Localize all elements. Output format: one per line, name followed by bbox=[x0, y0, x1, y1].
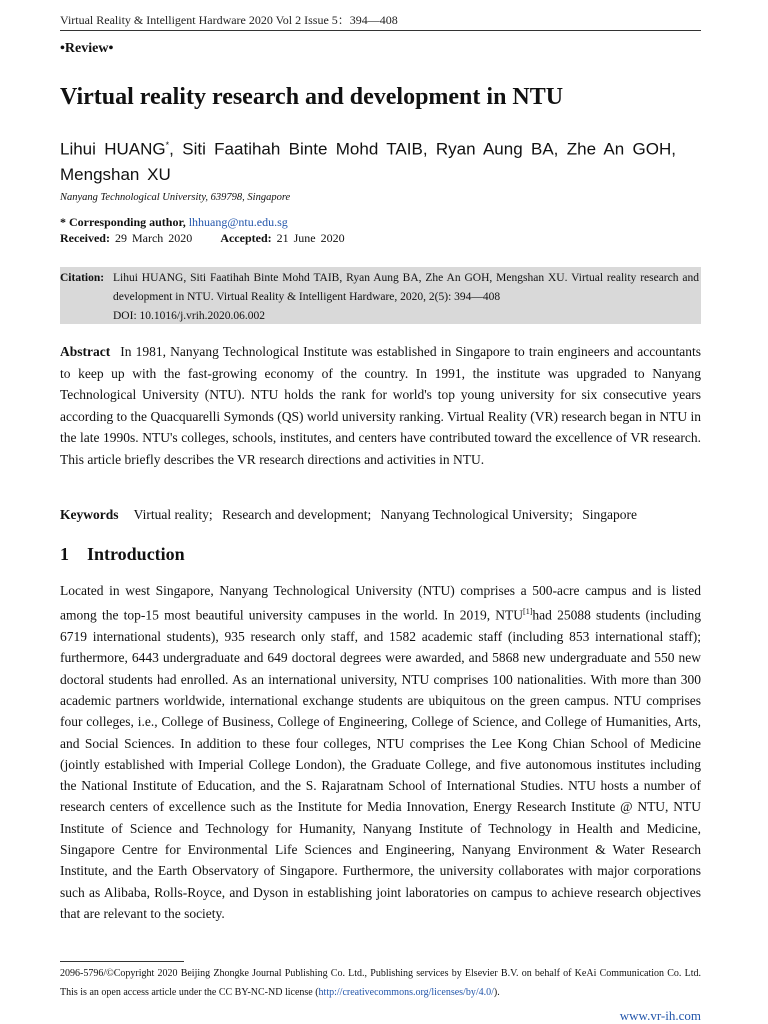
abstract-text: In 1981, Nanyang Technological Institute was established in Singapore to train engineers and accountants to keep up with the fast-growing economy of the country. In 1991, the institute was upgraded to Nanyang Technological University (NTU). NTU holds the rank for world's top young university for six consecutive years according to the Quacquarelli Symonds (QS) world university ranking. Virtual Reality (VR) research began in NTU in the late 1990s. NTU's colleges, schools, institutes, and centers have contributed toward the excellence of VR research. This article briefly describes the VR research directions and activities in NTU. bbox=[60, 344, 701, 467]
journal-website-link[interactable]: www.vr-ih.com bbox=[619, 1008, 701, 1023]
copyright-footnote bbox=[60, 964, 701, 1002]
keyword: Virtual reality; bbox=[133, 507, 213, 522]
section-number: 1 bbox=[60, 544, 69, 564]
affiliation: Nanyang Technological University, 639798, Singapore bbox=[60, 192, 291, 203]
intro-text-part-1: Located in west Singapore, Nanyang Technological University (NTU) comprises a 500-acre campus and is listed among the top-15 most beautiful university campuses in the world. In 2019, NTU bbox=[60, 583, 701, 623]
corresponding-mark: * bbox=[165, 140, 170, 150]
license-link[interactable]: http://creativecommons.org/licenses/by/4.0/ bbox=[318, 987, 494, 998]
corresponding-author bbox=[60, 215, 288, 230]
other-authors: , Siti Faatihah Binte Mohd TAIB, Ryan Aung BA, Zhe An GOH, Mengshan XU bbox=[60, 139, 676, 184]
running-head: Virtual Reality & Intelligent Hardware 2020 Vol 2 Issue 5：394—408 bbox=[60, 13, 398, 27]
article-title: Virtual reality research and development in NTU bbox=[60, 84, 564, 110]
corresponding-label: * Corresponding author, bbox=[60, 215, 186, 229]
citation-box bbox=[60, 267, 701, 324]
header-rule bbox=[60, 30, 701, 31]
footnote-rule bbox=[60, 961, 184, 962]
reference-link[interactable]: [1] bbox=[523, 607, 533, 617]
intro-text-part-2: had 25088 students (including 6719 international students), 935 research only staff, and 1582 academic staff (including 853 international staff); furthermore, 6443 undergraduate and 649 doctoral degrees were awarded, and 5868 new undergraduate and 550 new doctoral students had enrolled. As an international university, NTU comprises 100 nationalities. With more than 300 academic partners worldwide, international exchange students are ubiquitous on the green campus. NTU comprises four colleges, i.e., College of Business, College of Engineering, College of Science, and College of Humanities, Arts, and Social Sciences. In addition to these four colleges, NTU comprises the Lee Kong Chian School of Medicine (jointly established with Imperial College London), the Graduate College, and five autonomous institutes including the National Institute of Education, and the S. Rajaratnam School of International Studies. NTU hosts a number of research centers of excellence such as the Institute for Media Innovation, Energy Research Institute @ NTU, NTU Institute of Science and Technology for Humanity, Nanyang Institute of Technology in Health and Medicine, Singapore Centre for Environmental Life Sciences and Engineering, Nanyang Environment & Water Research Institute, and the Earth Observatory of Singapore. Furthermore, the university collaborates with major corporations such as Alibaba, Rolls-Royce, and Dyson in establishing joint laboratories on campus to achieve research objectives that are relevant to the society. bbox=[60, 607, 701, 921]
accepted-label: Accepted: bbox=[220, 231, 272, 245]
accepted-date: 21 June 2020 bbox=[276, 231, 345, 245]
keyword: Singapore bbox=[582, 507, 638, 522]
received-date: 29 March 2020 bbox=[114, 231, 193, 245]
citation-label: Citation: bbox=[60, 272, 105, 284]
section-label: •Review• bbox=[60, 41, 114, 56]
received-label: Received: bbox=[60, 231, 110, 245]
keyword: Research and development; bbox=[222, 507, 372, 522]
author-list bbox=[60, 133, 676, 187]
section-title: Introduction bbox=[87, 544, 185, 564]
citation-text bbox=[113, 269, 699, 326]
copyright-end: ). bbox=[493, 987, 500, 998]
keywords-label: Keywords bbox=[60, 507, 119, 522]
section-heading-introduction bbox=[60, 544, 185, 565]
keywords bbox=[60, 507, 701, 523]
copyright-text: 2096-5796/©Copyright 2020 Beijing Zhongke Journal Publishing Co. Ltd., Publishing services by Elsevier B.V. on behalf of KeAi Communication Co. Ltd. This is an open access article under the CC BY-NC-ND license ( bbox=[60, 968, 701, 998]
citation-reference: Lihui HUANG, Siti Faatihah Binte Mohd TAIB, Ryan Aung BA, Zhe An GOH, Mengshan XU. Virtual reality research and development in NTU. Virtual Reality & Intelligent Hardware, 2020, 2(5): 394—408 bbox=[113, 272, 699, 303]
corresponding-email-link[interactable]: lhhuang@ntu.edu.sg bbox=[188, 215, 288, 229]
article-dates bbox=[60, 231, 345, 246]
introduction-paragraph bbox=[60, 580, 701, 924]
keyword: Nanyang Technological University; bbox=[380, 507, 573, 522]
abstract-label: Abstract bbox=[60, 344, 111, 359]
first-author: Lihui HUANG bbox=[60, 139, 166, 159]
abstract bbox=[60, 341, 701, 471]
citation-doi: DOI: 10.1016/j.vrih.2020.06.002 bbox=[113, 310, 266, 322]
